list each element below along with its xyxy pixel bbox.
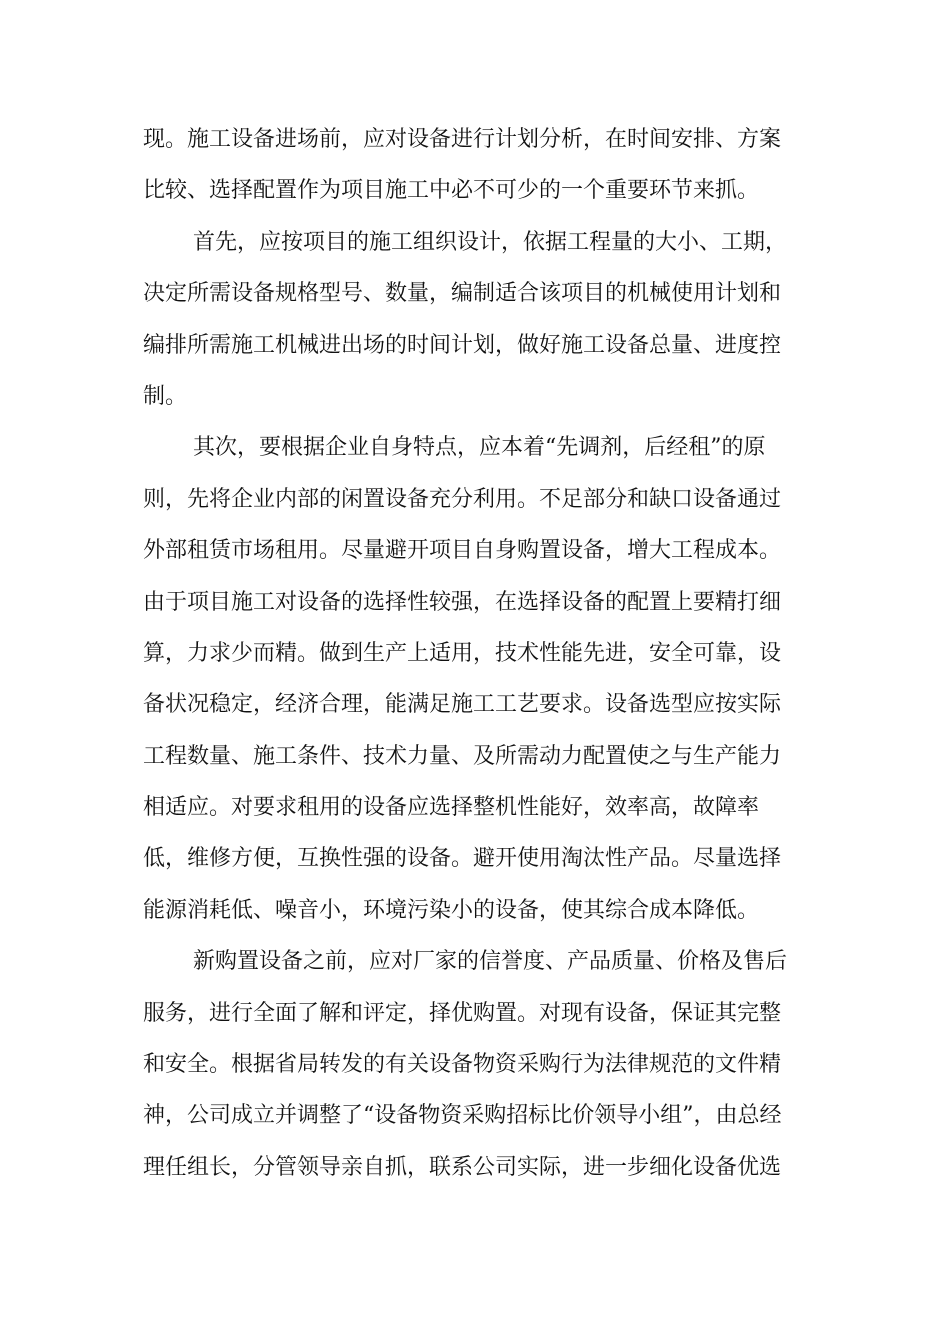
text-line: 决定所需设备规格型号、数量，编制适合该项目的机械使用计划和 bbox=[143, 281, 782, 307]
body-text bbox=[143, 114, 803, 1193]
text-line: 首先，应按项目的施工组织设计，依据工程量的大小、工期， bbox=[193, 229, 788, 255]
text-line: 能源消耗低、噪音小，环境污染小的设备，使其综合成本降低。 bbox=[143, 897, 760, 923]
text-line: 新购置设备之前，应对厂家的信誉度、产品质量、价格及售后 bbox=[193, 949, 788, 975]
text-line: 神，公司成立并调整了“设备物资采购招标比价领导小组”，由总经 bbox=[143, 1103, 782, 1129]
text-line: 算，力求少而精。做到生产上适用，技术性能先进，安全可靠，设 bbox=[143, 640, 782, 666]
text-line: 低，维修方便，互换性强的设备。避开使用淘汰性产品。尽量选择 bbox=[143, 846, 782, 872]
paragraph-4 bbox=[143, 936, 803, 1193]
paragraph-2 bbox=[143, 217, 803, 423]
text-line: 理任组长，分管领导亲自抓，联系公司实际，进一步细化设备优选 bbox=[143, 1154, 782, 1180]
text-line: 备状况稳定，经济合理，能满足施工工艺要求。设备选型应按实际 bbox=[143, 692, 782, 718]
paragraph-1 bbox=[143, 114, 803, 217]
text-line: 则，先将企业内部的闲置设备充分利用。不足部分和缺口设备通过 bbox=[143, 486, 782, 512]
text-line: 和安全。根据省局转发的有关设备物资采购行为法律规范的文件精 bbox=[143, 1052, 782, 1078]
text-line: 制。 bbox=[143, 383, 188, 409]
text-line: 其次，要根据企业自身特点，应本着“先调剂，后经租”的原 bbox=[193, 435, 766, 461]
text-line: 服务，进行全面了解和评定，择优购置。对现有设备，保证其完整 bbox=[143, 1000, 782, 1026]
text-line: 外部租赁市场租用。尽量避开项目自身购置设备，增大工程成本。 bbox=[143, 538, 782, 564]
text-line: 比较、选择配置作为项目施工中必不可少的一个重要环节来抓。 bbox=[143, 178, 760, 204]
text-line: 工程数量、施工条件、技术力量、及所需动力配置使之与生产能力 bbox=[143, 743, 782, 769]
text-line: 由于项目施工对设备的选择性较强，在选择设备的配置上要精打细 bbox=[143, 589, 782, 615]
text-line: 相适应。对要求租用的设备应选择整机性能好，效率高，故障率 bbox=[143, 795, 760, 821]
paragraph-3 bbox=[143, 422, 803, 936]
text-line: 现。施工设备进场前，应对设备进行计划分析，在时间安排、方案 bbox=[143, 127, 782, 152]
text-line: 编排所需施工机械进出场的时间计划，做好施工设备总量、进度控 bbox=[143, 332, 782, 358]
